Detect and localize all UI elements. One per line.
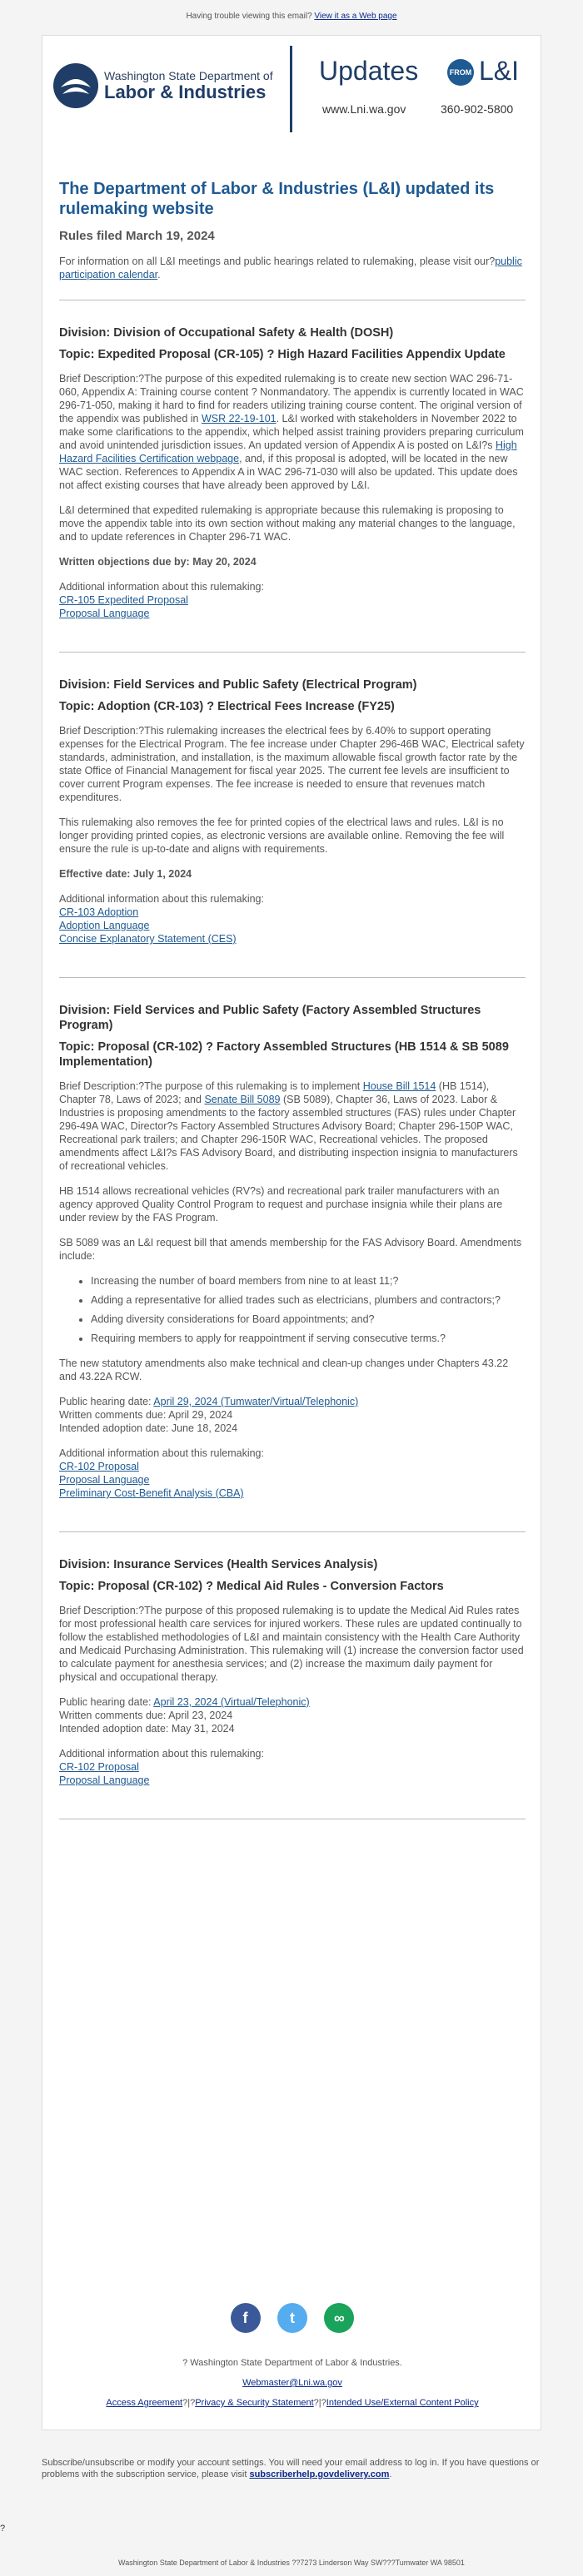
sec1-more: Additional information about this rulemaking: CR-105 Expedited Proposal Proposal Language	[59, 581, 264, 619]
wsr-link[interactable]: WSR 22-19-101	[201, 413, 277, 424]
subscriber-help-link[interactable]: subscriberhelp.govdelivery.com	[249, 2469, 390, 2479]
dept-line1: Washington State Department of	[104, 69, 273, 82]
privacy-link[interactable]: Privacy & Security Statement	[195, 2398, 314, 2408]
calendar-link[interactable]: public participation calendar	[59, 256, 522, 280]
sec4-division: Division: Insurance Services (Health Services Analysis)	[59, 1558, 378, 1571]
sec3-more: Additional information about this rulemaking: CR-102 Proposal Proposal Language Preliminary Cost-Benefit Analysis (CBA)	[59, 1447, 264, 1499]
site-url: www.Lni.wa.gov	[322, 102, 406, 116]
webmaster-link[interactable]: Webmaster@Lni.wa.gov	[242, 2378, 342, 2388]
sec2-link-ces[interactable]: Concise Explanatory Statement (CES)	[59, 933, 237, 945]
sec1-link-cr105[interactable]: CR-105 Expedited Proposal	[59, 594, 188, 606]
updates-title: Updates	[319, 56, 419, 86]
facebook-icon[interactable]: f	[231, 2303, 261, 2333]
link-icon[interactable]: ∞	[324, 2303, 354, 2333]
from-badge: FROM	[447, 59, 474, 86]
content	[59, 179, 526, 1844]
sec3-amendments	[59, 1274, 526, 1345]
preheader-text: Having trouble viewing this email?	[186, 12, 312, 21]
lni-logo-icon	[52, 62, 99, 109]
sec4-hearing-link[interactable]: April 23, 2024 (Virtual/Telephonic)	[153, 1696, 310, 1708]
sec3-paragraph4: The new statutory amendments also make technical and clean-up changes under Chapters 43.22 and 43.22A RCW.	[59, 1357, 509, 1382]
sec4-topic: Topic: Proposal (CR-102) ? Medical Aid Rules - Conversion Factors	[59, 1580, 444, 1593]
sec3-link-cba[interactable]: Preliminary Cost-Benefit Analysis (CBA)	[59, 1487, 244, 1499]
sec4-more: Additional information about this rulemaking: CR-102 Proposal Proposal Language	[59, 1748, 264, 1786]
footer-links: Access Agreement?|?Privacy & Security Statement?|?Intended Use/External Content Policy	[106, 2398, 479, 2408]
sec4-link-cr102[interactable]: CR-102 Proposal	[59, 1761, 139, 1773]
sec2-description: Brief Description:?This rulemaking increases the electrical fees by 6.40% to support operating expenses for the Electrical Program. The fee increase under Chapter 296-46B WAC, Electrical safety standards, administration, and installation, is the maximum allowable fiscal growth factor rate by the state Office of Financial Management for fiscal year 2025. The current fee levels are insufficient to cover current Program expenses. The fee increase is needed to ensure that revenues match expenditures.	[59, 725, 525, 803]
sec1-description: Brief Description:?The purpose of this expedited rulemaking is to create new section WAC 296-71-060, Appendix A: Training course content ? Nonmandatory. The appendix is currently located in WAC 296-71-050, making it hard to find for readers utilizing training course content. The original version of the appendix was published in WSR 22-19-101. L&I worked with stakeholders in November 2022 to make some clarifications to the appendix, which helped assist training providers preparing curriculum and avoid unintended jurisdiction issues. An updated version of Appendix A is posted on L&I?s High Hazard Facilities Certification webpage, and, if this proposal is adopted, will be located in the new WAC section. References to Appendix A in WAC 296-71-030 will also be updated. This update does not affect existing courses that have already been approved by L&I.	[59, 373, 524, 491]
list-item: • Adding a representative for allied trades such as electricians, plumbers and contractors;?	[91, 1293, 526, 1307]
sb5089-link[interactable]: Senate Bill 5089	[204, 1094, 281, 1105]
filed-date: Rules filed March 19, 2024	[59, 229, 215, 243]
sec3-link-language[interactable]: Proposal Language	[59, 1474, 150, 1486]
sec3-description: Brief Description:?The purpose of this rulemaking is to implement House Bill 1514 (HB 1514), Chapter 78, Laws of 2023; and Senate Bill 5089 (SB 5089), Chapter 36, Laws of 2023. Labor & Industries is proposing amendments to the factory assembled structures (FAS) rules under Chapter 296-49A WAC, Director?s Factory Assembled Structures Advisory Board; Chapter 296-150P WAC, Recreational park trailers; and Chapter 296-150R WAC, Recreational vehicles. The proposed amendments affect L&I?s FAS Advisory Board, and distributing inspection insignia to manufacturers of recreational vehicles.	[59, 1080, 518, 1172]
sec3-paragraph2: HB 1514 allows recreational vehicles (RV?s) and recreational park trailer manufacturers with an agency approved Quality Control Program to request and purchase insignia while their plans are under review by the FAS Program.	[59, 1185, 503, 1223]
sec2-division: Division: Field Services and Public Safety (Electrical Program)	[59, 678, 417, 692]
phone-number: 360-902-5800	[441, 102, 514, 116]
preheader	[0, 0, 583, 32]
sec3-dates: Public hearing date: April 29, 2024 (Tumwater/Virtual/Telephonic) Written comments due: April 29, 2024 Intended adoption date: June 18, 2024	[59, 1396, 359, 1434]
view-web-link[interactable]: View it as a Web page	[314, 12, 397, 21]
sec1-topic: Topic: Expedited Proposal (CR-105) ? High Hazard Facilities Appendix Update	[59, 348, 506, 361]
sec1-paragraph2: L&I determined that expedited rulemaking is appropriate because this rulemaking is proposing to move the appendix table into its own section without making any material changes to the language, and to update references in Chapter 296-71 WAC.	[59, 504, 516, 543]
divider	[59, 977, 526, 978]
hhf-cert-link[interactable]: High Hazard Facilities Certification webpage	[59, 439, 517, 464]
sec3-paragraph3: SB 5089 was an L&I request bill that amends membership for the FAS Advisory Board. Amendments include:	[59, 1237, 522, 1262]
dept-name	[104, 69, 273, 102]
sec4-link-language[interactable]: Proposal Language	[59, 1774, 150, 1786]
sec2-topic: Topic: Adoption (CR-103) ? Electrical Fees Increase (FY25)	[59, 700, 395, 713]
sec3-division: Division: Field Services and Public Safety (Factory Assembled Structures Program)	[59, 1004, 481, 1032]
sec3-topic: Topic: Proposal (CR-102) ? Factory Assembled Structures (HB 1514 & SB 5089 Implementation)	[59, 1040, 509, 1069]
sec1-division: Division: Division of Occupational Safety & Health (DOSH)	[59, 326, 394, 340]
hb1514-link[interactable]: House Bill 1514	[362, 1080, 436, 1092]
access-agreement-link[interactable]: Access Agreement	[106, 2398, 183, 2408]
dept-line2: Labor & Industries	[104, 82, 267, 102]
sec3-hearing-link[interactable]: April 29, 2024 (Tumwater/Virtual/Telephonic)	[153, 1396, 359, 1407]
li-title: L&I	[479, 56, 520, 86]
intro-text: For information on all L&I meetings and public hearings related to rulemaking, please visit our?public participation calendar.	[59, 256, 522, 280]
page-title: The Department of Labor & Industries (L&I) updated its rulemaking website	[59, 180, 495, 218]
subscription-note: Subscribe/unsubscribe or modify your account settings. You will need your email address to log in. If you have questions or problems with the subscription service, please visit subscriberhelp.govdelivery.com.	[42, 2458, 540, 2479]
list-item: • Increasing the number of board members from nine to at least 11;?	[91, 1274, 526, 1288]
email-card	[42, 35, 541, 2430]
footer-email	[42, 2378, 542, 2388]
social-links	[42, 2303, 542, 2333]
sec3-link-cr102[interactable]: CR-102 Proposal	[59, 1461, 139, 1472]
sec2-link-cr103[interactable]: CR-103 Adoption	[59, 906, 139, 918]
sec2-link-language[interactable]: Adoption Language	[59, 920, 150, 931]
header	[42, 36, 541, 141]
sec4-dates: Public hearing date: April 23, 2024 (Virtual/Telephonic) Written comments due: April 23, 2024 Intended adoption date: May 31, 2024	[59, 1696, 310, 1735]
intended-use-link[interactable]: Intended Use/External Content Policy	[326, 2398, 479, 2408]
header-divider	[290, 46, 292, 132]
sec2-effective: Effective date: July 1, 2024	[59, 868, 192, 880]
stray-char: ?	[0, 2524, 6, 2534]
sec4-description: Brief Description:?The purpose of this proposed rulemaking is to update the Medical Aid Rules rates for most professional health care services for injured workers. These rules are updated continually to follow the established methodologies of L&I and maintain consistency with the Health Care Authority and Medicaid Purchasing Administration. This rulemaking will (1) increase the conversion factor used to calculate payment for anesthesia services; and (2) increase the maximum daily payment for physical and occupational therapy.	[59, 1605, 524, 1683]
divider	[59, 652, 526, 653]
sec1-link-language[interactable]: Proposal Language	[59, 608, 150, 619]
sec2-paragraph2: This rulemaking also removes the fee for printed copies of the electrical laws and rules. L&I is no longer providing printed copies, as electronic versions are available online. Removing the fee will ensure the rule is up-to-date and aligns with requirements.	[59, 816, 505, 855]
footer-copyright: ? Washington State Department of Labor & Industries.	[182, 2358, 402, 2368]
twitter-icon[interactable]: t	[277, 2303, 307, 2333]
sec1-due: Written objections due by: May 20, 2024	[59, 556, 257, 568]
sec2-more: Additional information about this rulemaking: CR-103 Adoption Adoption Language Concise Explanatory Statement (CES)	[59, 893, 264, 945]
list-item: • Adding diversity considerations for Board appointments; and?	[91, 1313, 526, 1326]
list-item: • Requiring members to apply for reappointment if serving consecutive terms.?	[91, 1332, 526, 1345]
divider	[59, 1531, 526, 1532]
address: Washington State Department of Labor & Industries ??7273 Linderson Way SW???Tumwater WA 98501	[118, 2559, 465, 2567]
